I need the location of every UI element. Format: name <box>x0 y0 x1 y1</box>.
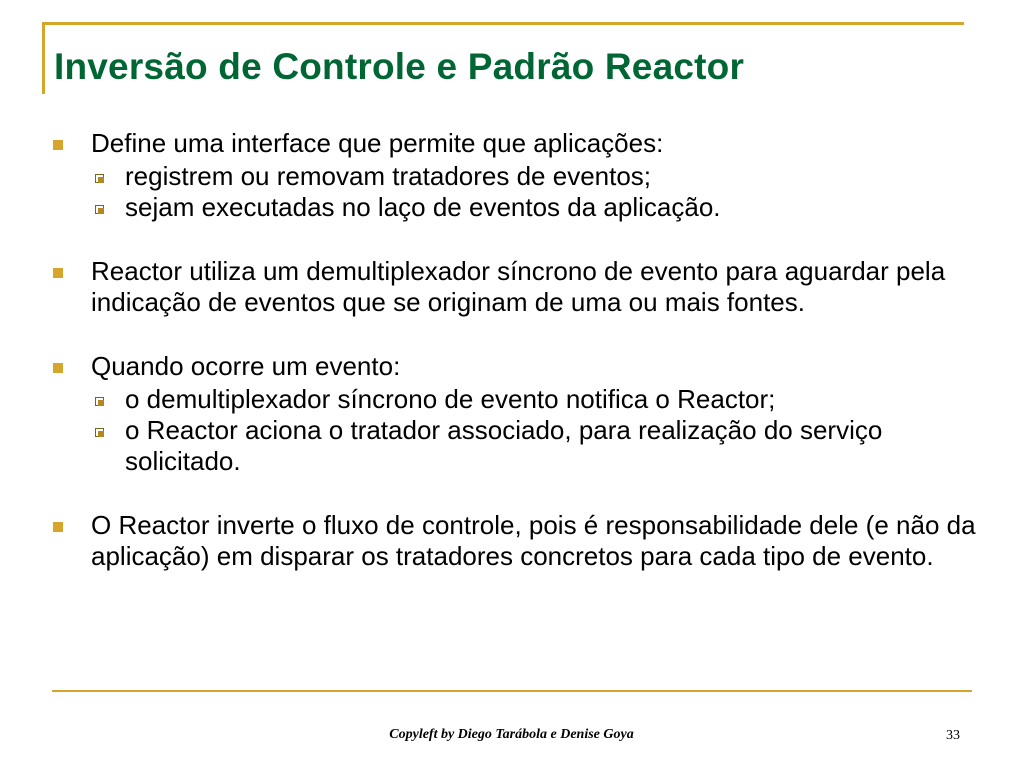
square-bullet-icon <box>53 140 63 150</box>
bullet-text: O Reactor inverte o fluxo de controle, pois é responsabilidade dele (e não da aplicação) em disparar os tratadores concretos para cada tipo de evento. <box>91 510 976 571</box>
sub-list <box>91 161 982 223</box>
hollow-square-bullet-icon <box>95 428 104 437</box>
sub-bullet-item <box>91 415 982 477</box>
hollow-square-bullet-icon <box>95 397 104 406</box>
sub-list <box>91 384 982 477</box>
left-rule <box>42 22 45 94</box>
slide-content <box>52 128 982 572</box>
bullet-text: Reactor utiliza um demultiplexador síncrono de evento para aguardar pela indicação de eventos que se originam de uma ou mais fontes. <box>91 256 946 317</box>
square-bullet-icon <box>53 522 63 532</box>
sub-bullet-text: registrem ou removam tratadores de eventos; <box>125 161 652 191</box>
bullet-item <box>52 351 982 477</box>
bottom-rule <box>52 690 972 692</box>
bullet-item <box>52 510 982 572</box>
top-rule <box>42 22 964 25</box>
sub-bullet-text: sejam executadas no laço de eventos da aplicação. <box>125 192 721 222</box>
sub-bullet-text: o demultiplexador síncrono de evento notifica o Reactor; <box>125 384 776 414</box>
sub-bullet-item <box>91 192 982 223</box>
slide-footer: Copyleft by Diego Tarábola e Denise Goya <box>389 727 634 742</box>
page-number: 33 <box>946 728 960 743</box>
square-bullet-icon <box>53 268 63 278</box>
sub-bullet-text: o Reactor aciona o tratador associado, para realização do serviço solicitado. <box>125 415 883 476</box>
square-bullet-icon <box>53 363 63 373</box>
bullet-text: Quando ocorre um evento: <box>91 351 401 381</box>
sub-bullet-item <box>91 384 982 415</box>
hollow-square-bullet-icon <box>95 205 104 214</box>
bullet-text: Define uma interface que permite que aplicações: <box>91 128 664 158</box>
sub-bullet-item <box>91 161 982 192</box>
bullet-item <box>52 128 982 223</box>
bullet-item <box>52 256 982 318</box>
hollow-square-bullet-icon <box>95 174 104 183</box>
slide-title: Inversão de Controle e Padrão Reactor <box>54 46 745 87</box>
